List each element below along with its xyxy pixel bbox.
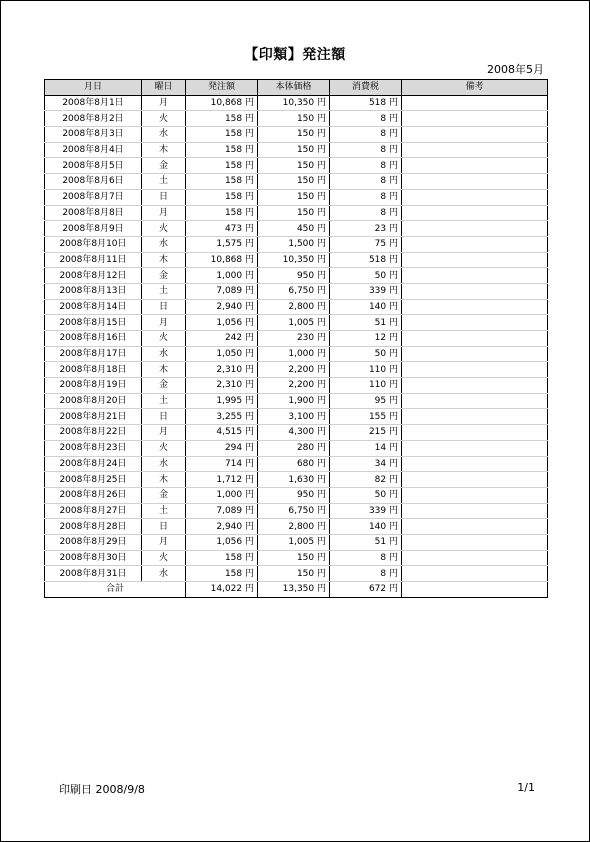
cell-note: [402, 487, 548, 503]
cell-note: [402, 393, 548, 409]
table-row: [45, 189, 548, 205]
cell-note: [402, 519, 548, 535]
cell-consumption-tax: 8 円: [330, 205, 402, 221]
report-period: 2008年5月: [487, 63, 544, 76]
table-body: [45, 95, 548, 581]
cell-note: [402, 503, 548, 519]
cell-order-amount: 158 円: [186, 174, 258, 190]
cell-base-price: 150 円: [258, 566, 330, 582]
cell-date: 2008年8月24日: [45, 456, 142, 472]
table-row: [45, 346, 548, 362]
cell-note: [402, 236, 548, 252]
cell-note: [402, 346, 548, 362]
cell-note: [402, 362, 548, 378]
table-row: [45, 111, 548, 127]
total-consumption-tax: 672 円: [330, 582, 402, 598]
table-row: [45, 487, 548, 503]
cell-consumption-tax: 339 円: [330, 503, 402, 519]
table-row: [45, 95, 548, 111]
cell-consumption-tax: 8 円: [330, 566, 402, 582]
cell-date: 2008年8月31日: [45, 566, 142, 582]
col-header-notes: 備考: [402, 80, 548, 96]
cell-base-price: 1,005 円: [258, 315, 330, 331]
table-row: [45, 566, 548, 582]
cell-date: 2008年8月27日: [45, 503, 142, 519]
cell-note: [402, 158, 548, 174]
cell-order-amount: 158 円: [186, 205, 258, 221]
cell-base-price: 3,100 円: [258, 409, 330, 425]
cell-note: [402, 425, 548, 441]
cell-consumption-tax: 110 円: [330, 378, 402, 394]
cell-weekday: 水: [142, 456, 186, 472]
cell-date: 2008年8月16日: [45, 331, 142, 347]
cell-weekday: 金: [142, 487, 186, 503]
table-row: [45, 127, 548, 143]
table-row: [45, 472, 548, 488]
table-row: [45, 283, 548, 299]
cell-date: 2008年8月5日: [45, 158, 142, 174]
cell-consumption-tax: 8 円: [330, 158, 402, 174]
cell-weekday: 金: [142, 158, 186, 174]
cell-base-price: 1,005 円: [258, 534, 330, 550]
cell-date: 2008年8月20日: [45, 393, 142, 409]
cell-order-amount: 1,712 円: [186, 472, 258, 488]
cell-order-amount: 1,000 円: [186, 487, 258, 503]
table-row: [45, 440, 548, 456]
table-row: [45, 362, 548, 378]
cell-consumption-tax: 110 円: [330, 362, 402, 378]
cell-note: [402, 566, 548, 582]
cell-order-amount: 2,940 円: [186, 519, 258, 535]
cell-weekday: 水: [142, 566, 186, 582]
cell-base-price: 2,800 円: [258, 519, 330, 535]
cell-order-amount: 158 円: [186, 158, 258, 174]
cell-consumption-tax: 518 円: [330, 95, 402, 111]
table-row: [45, 425, 548, 441]
cell-note: [402, 534, 548, 550]
cell-base-price: 150 円: [258, 158, 330, 174]
col-header-order-amount: 発注額: [186, 80, 258, 96]
cell-consumption-tax: 50 円: [330, 346, 402, 362]
cell-consumption-tax: 155 円: [330, 409, 402, 425]
cell-weekday: 火: [142, 221, 186, 237]
cell-date: 2008年8月25日: [45, 472, 142, 488]
cell-base-price: 4,300 円: [258, 425, 330, 441]
cell-note: [402, 409, 548, 425]
cell-order-amount: 10,868 円: [186, 252, 258, 268]
cell-consumption-tax: 215 円: [330, 425, 402, 441]
cell-consumption-tax: 8 円: [330, 111, 402, 127]
total-base-price: 13,350 円: [258, 582, 330, 598]
cell-date: 2008年8月4日: [45, 142, 142, 158]
total-order-amount: 14,022 円: [186, 582, 258, 598]
cell-date: 2008年8月8日: [45, 205, 142, 221]
cell-weekday: 金: [142, 268, 186, 284]
cell-date: 2008年8月7日: [45, 189, 142, 205]
cell-weekday: 水: [142, 236, 186, 252]
cell-order-amount: 4,515 円: [186, 425, 258, 441]
cell-date: 2008年8月9日: [45, 221, 142, 237]
cell-order-amount: 714 円: [186, 456, 258, 472]
cell-consumption-tax: 95 円: [330, 393, 402, 409]
cell-consumption-tax: 8 円: [330, 127, 402, 143]
cell-base-price: 230 円: [258, 331, 330, 347]
cell-order-amount: 7,089 円: [186, 283, 258, 299]
cell-date: 2008年8月13日: [45, 283, 142, 299]
cell-date: 2008年8月28日: [45, 519, 142, 535]
cell-date: 2008年8月12日: [45, 268, 142, 284]
cell-order-amount: 1,050 円: [186, 346, 258, 362]
table-row: [45, 236, 548, 252]
cell-order-amount: 7,089 円: [186, 503, 258, 519]
cell-consumption-tax: 8 円: [330, 174, 402, 190]
cell-consumption-tax: 82 円: [330, 472, 402, 488]
cell-weekday: 土: [142, 503, 186, 519]
cell-weekday: 火: [142, 111, 186, 127]
cell-order-amount: 158 円: [186, 566, 258, 582]
cell-consumption-tax: 51 円: [330, 534, 402, 550]
table-row: [45, 534, 548, 550]
cell-weekday: 月: [142, 425, 186, 441]
cell-base-price: 1,900 円: [258, 393, 330, 409]
cell-consumption-tax: 51 円: [330, 315, 402, 331]
cell-base-price: 450 円: [258, 221, 330, 237]
cell-consumption-tax: 339 円: [330, 283, 402, 299]
cell-note: [402, 252, 548, 268]
order-table: [44, 79, 548, 598]
cell-note: [402, 174, 548, 190]
cell-base-price: 950 円: [258, 268, 330, 284]
table-row: [45, 268, 548, 284]
cell-weekday: 日: [142, 519, 186, 535]
cell-note: [402, 550, 548, 566]
cell-base-price: 150 円: [258, 205, 330, 221]
cell-base-price: 150 円: [258, 189, 330, 205]
cell-weekday: 月: [142, 534, 186, 550]
cell-note: [402, 378, 548, 394]
cell-weekday: 月: [142, 205, 186, 221]
cell-date: 2008年8月26日: [45, 487, 142, 503]
cell-consumption-tax: 14 円: [330, 440, 402, 456]
cell-order-amount: 2,310 円: [186, 362, 258, 378]
cell-order-amount: 158 円: [186, 189, 258, 205]
cell-weekday: 木: [142, 252, 186, 268]
cell-base-price: 1,500 円: [258, 236, 330, 252]
cell-weekday: 土: [142, 174, 186, 190]
cell-date: 2008年8月6日: [45, 174, 142, 190]
cell-base-price: 2,200 円: [258, 378, 330, 394]
cell-base-price: 10,350 円: [258, 95, 330, 111]
table-row: [45, 456, 548, 472]
cell-consumption-tax: 75 円: [330, 236, 402, 252]
cell-consumption-tax: 23 円: [330, 221, 402, 237]
table-header-row: [45, 80, 548, 96]
cell-date: 2008年8月17日: [45, 346, 142, 362]
cell-base-price: 1,630 円: [258, 472, 330, 488]
cell-date: 2008年8月29日: [45, 534, 142, 550]
cell-order-amount: 1,575 円: [186, 236, 258, 252]
cell-base-price: 1,000 円: [258, 346, 330, 362]
table-row: [45, 503, 548, 519]
cell-note: [402, 189, 548, 205]
cell-note: [402, 331, 548, 347]
cell-weekday: 日: [142, 299, 186, 315]
cell-weekday: 火: [142, 550, 186, 566]
cell-weekday: 金: [142, 378, 186, 394]
cell-date: 2008年8月14日: [45, 299, 142, 315]
cell-date: 2008年8月11日: [45, 252, 142, 268]
cell-consumption-tax: 518 円: [330, 252, 402, 268]
cell-order-amount: 2,310 円: [186, 378, 258, 394]
table-row: [45, 378, 548, 394]
cell-note: [402, 205, 548, 221]
cell-base-price: 950 円: [258, 487, 330, 503]
cell-weekday: 木: [142, 472, 186, 488]
total-note: [402, 582, 548, 598]
table-row: [45, 174, 548, 190]
cell-consumption-tax: 8 円: [330, 142, 402, 158]
cell-order-amount: 1,056 円: [186, 315, 258, 331]
cell-note: [402, 456, 548, 472]
table-row: [45, 299, 548, 315]
cell-date: 2008年8月15日: [45, 315, 142, 331]
cell-note: [402, 315, 548, 331]
table-row: [45, 331, 548, 347]
cell-order-amount: 3,255 円: [186, 409, 258, 425]
cell-order-amount: 473 円: [186, 221, 258, 237]
table-row: [45, 158, 548, 174]
cell-weekday: 土: [142, 283, 186, 299]
cell-weekday: 土: [142, 393, 186, 409]
cell-order-amount: 1,995 円: [186, 393, 258, 409]
cell-note: [402, 221, 548, 237]
cell-base-price: 150 円: [258, 174, 330, 190]
col-header-base-price: 本体価格: [258, 80, 330, 96]
cell-weekday: 火: [142, 440, 186, 456]
cell-weekday: 木: [142, 142, 186, 158]
cell-base-price: 2,200 円: [258, 362, 330, 378]
cell-order-amount: 242 円: [186, 331, 258, 347]
cell-date: 2008年8月10日: [45, 236, 142, 252]
print-date: 印刷日 2008/9/8: [59, 783, 145, 796]
cell-base-price: 150 円: [258, 111, 330, 127]
total-row: [45, 582, 548, 598]
table-row: [45, 205, 548, 221]
cell-consumption-tax: 12 円: [330, 331, 402, 347]
cell-consumption-tax: 8 円: [330, 550, 402, 566]
cell-weekday: 水: [142, 346, 186, 362]
cell-base-price: 2,800 円: [258, 299, 330, 315]
cell-note: [402, 95, 548, 111]
cell-consumption-tax: 140 円: [330, 299, 402, 315]
cell-order-amount: 2,940 円: [186, 299, 258, 315]
cell-consumption-tax: 140 円: [330, 519, 402, 535]
cell-base-price: 150 円: [258, 142, 330, 158]
col-header-weekday: 曜日: [142, 80, 186, 96]
cell-order-amount: 1,000 円: [186, 268, 258, 284]
cell-date: 2008年8月22日: [45, 425, 142, 441]
cell-consumption-tax: 50 円: [330, 268, 402, 284]
cell-weekday: 木: [142, 362, 186, 378]
cell-weekday: 日: [142, 409, 186, 425]
cell-date: 2008年8月30日: [45, 550, 142, 566]
cell-note: [402, 142, 548, 158]
table-row: [45, 550, 548, 566]
cell-note: [402, 283, 548, 299]
cell-note: [402, 111, 548, 127]
page-number: 1/1: [517, 781, 535, 794]
table-row: [45, 393, 548, 409]
cell-order-amount: 1,056 円: [186, 534, 258, 550]
cell-date: 2008年8月21日: [45, 409, 142, 425]
col-header-consumption-tax: 消費税: [330, 80, 402, 96]
cell-base-price: 150 円: [258, 127, 330, 143]
table-row: [45, 315, 548, 331]
cell-date: 2008年8月18日: [45, 362, 142, 378]
table-row: [45, 252, 548, 268]
cell-base-price: 6,750 円: [258, 283, 330, 299]
table-row: [45, 221, 548, 237]
cell-order-amount: 10,868 円: [186, 95, 258, 111]
cell-date: 2008年8月23日: [45, 440, 142, 456]
cell-date: 2008年8月3日: [45, 127, 142, 143]
cell-date: 2008年8月1日: [45, 95, 142, 111]
cell-weekday: 日: [142, 189, 186, 205]
total-label: 合計: [45, 582, 186, 598]
cell-note: [402, 268, 548, 284]
cell-base-price: 150 円: [258, 550, 330, 566]
cell-base-price: 280 円: [258, 440, 330, 456]
cell-order-amount: 158 円: [186, 127, 258, 143]
cell-consumption-tax: 34 円: [330, 456, 402, 472]
cell-weekday: 月: [142, 315, 186, 331]
table-row: [45, 142, 548, 158]
cell-note: [402, 472, 548, 488]
cell-weekday: 火: [142, 331, 186, 347]
cell-weekday: 水: [142, 127, 186, 143]
cell-base-price: 10,350 円: [258, 252, 330, 268]
cell-note: [402, 440, 548, 456]
cell-note: [402, 299, 548, 315]
cell-consumption-tax: 8 円: [330, 189, 402, 205]
cell-base-price: 680 円: [258, 456, 330, 472]
cell-consumption-tax: 50 円: [330, 487, 402, 503]
cell-order-amount: 158 円: [186, 142, 258, 158]
cell-order-amount: 294 円: [186, 440, 258, 456]
cell-weekday: 月: [142, 95, 186, 111]
table-row: [45, 409, 548, 425]
cell-order-amount: 158 円: [186, 550, 258, 566]
report-title: 【印類】発注額: [244, 47, 346, 63]
cell-note: [402, 127, 548, 143]
cell-date: 2008年8月19日: [45, 378, 142, 394]
cell-order-amount: 158 円: [186, 111, 258, 127]
col-header-date: 月日: [45, 80, 142, 96]
table-row: [45, 519, 548, 535]
cell-base-price: 6,750 円: [258, 503, 330, 519]
cell-date: 2008年8月2日: [45, 111, 142, 127]
